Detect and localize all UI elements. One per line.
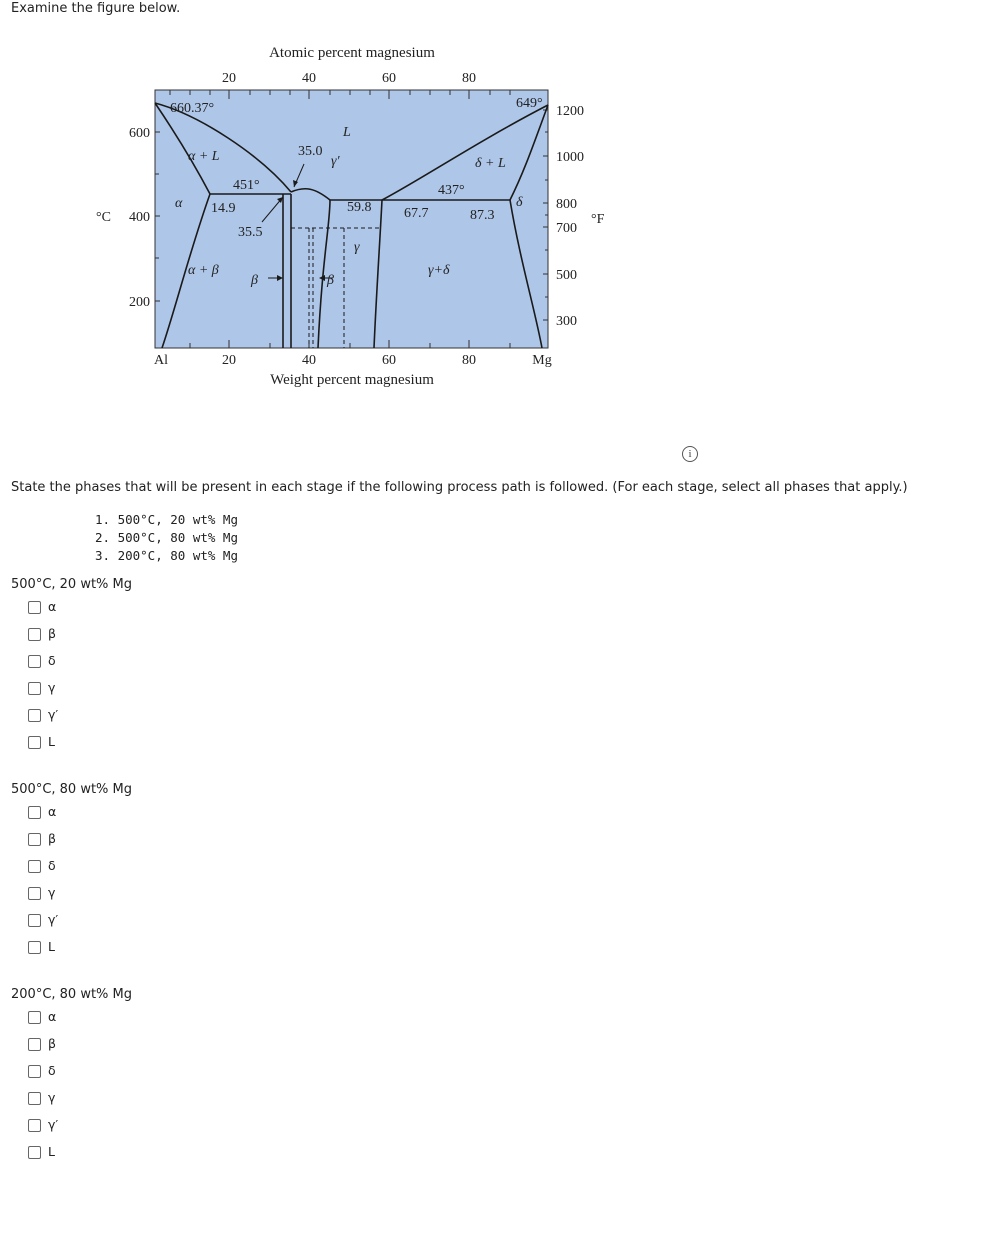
stage-2-option-liquid[interactable]: [11, 939, 132, 966]
option-label: α: [48, 804, 57, 819]
label-alpha-beta: α + β: [188, 263, 219, 278]
label-al-melting: 660.37°: [170, 101, 215, 116]
option-label: δ: [48, 653, 56, 668]
option-label: γ: [48, 885, 56, 900]
checkbox[interactable]: [28, 1011, 41, 1024]
process-step: 1. 500°C, 20 wt% Mg: [95, 512, 238, 527]
stage-1-option-delta[interactable]: [11, 653, 132, 680]
label-liquid: L: [343, 125, 351, 140]
label-mg-melting: 649°: [516, 96, 543, 111]
info-icon[interactable]: i: [682, 446, 698, 462]
label-comp-14-9: 14.9: [211, 201, 236, 216]
right-tick-label: 300: [556, 314, 577, 329]
stage-2-option-gamma[interactable]: [11, 885, 132, 912]
label-comp-87-3: 87.3: [470, 208, 495, 223]
checkbox[interactable]: [28, 682, 41, 695]
intro-text: Examine the figure below.: [11, 1, 181, 16]
stage-2-option-alpha[interactable]: [11, 804, 132, 831]
stage-3-option-beta[interactable]: [11, 1036, 132, 1063]
bottom-tick-label: Al: [154, 353, 168, 368]
label-delta: δ: [516, 195, 523, 210]
question-text: State the phases that will be present in each stage if the following process path is followed. (For each stage, select all phases that apply.): [11, 480, 908, 495]
option-label: γ′: [48, 707, 59, 722]
label-eutectic-451: 451°: [233, 178, 260, 193]
top-tick-label: 20: [222, 71, 236, 86]
left-unit-label: °C: [96, 210, 111, 225]
al-mg-phase-diagram: [0, 0, 993, 400]
option-label: β: [48, 626, 56, 641]
bottom-tick-label: Mg: [532, 353, 552, 368]
option-label: L: [48, 1144, 55, 1159]
checkbox[interactable]: [28, 1065, 41, 1078]
stage-2-option-gamma-prime[interactable]: [11, 912, 132, 939]
label-eutectic-437: 437°: [438, 183, 465, 198]
checkbox[interactable]: [28, 628, 41, 641]
stage-1-option-liquid[interactable]: [11, 734, 132, 761]
checkbox[interactable]: [28, 941, 41, 954]
bottom-tick-label: 40: [302, 353, 316, 368]
option-label: L: [48, 734, 55, 749]
top-tick-label: 60: [382, 71, 396, 86]
option-label: α: [48, 599, 57, 614]
bottom-tick-label: 80: [462, 353, 476, 368]
label-comp-59-8: 59.8: [347, 200, 372, 215]
label-gamma-delta: γ+δ: [428, 263, 450, 278]
checkbox[interactable]: [28, 914, 41, 927]
checkbox[interactable]: [28, 1038, 41, 1051]
top-axis-title: Atomic percent magnesium: [269, 45, 435, 61]
left-tick-label: 600: [129, 126, 150, 141]
checkbox[interactable]: [28, 1119, 41, 1132]
process-step: 3. 200°C, 80 wt% Mg: [95, 548, 238, 563]
label-beta-arrow: β: [251, 273, 258, 288]
left-tick-label: 400: [129, 210, 150, 225]
stage-3-option-gamma[interactable]: [11, 1090, 132, 1117]
stage-3-option-alpha[interactable]: [11, 1009, 132, 1036]
stage-1-group: [11, 577, 132, 761]
right-tick-label: 1200: [556, 104, 584, 119]
option-label: γ: [48, 680, 56, 695]
right-tick-label: 800: [556, 197, 577, 212]
option-label: δ: [48, 1063, 56, 1078]
stage-2-option-delta[interactable]: [11, 858, 132, 885]
stage-2-group: [11, 782, 132, 966]
top-tick-label: 40: [302, 71, 316, 86]
option-label: γ: [48, 1090, 56, 1105]
checkbox[interactable]: [28, 833, 41, 846]
checkbox[interactable]: [28, 601, 41, 614]
checkbox[interactable]: [28, 1092, 41, 1105]
stage-3-group: [11, 987, 132, 1171]
stage-1-option-gamma[interactable]: [11, 680, 132, 707]
label-gamma: γ: [354, 240, 360, 255]
stage-1-option-alpha[interactable]: [11, 599, 132, 626]
bottom-tick-label: 60: [382, 353, 396, 368]
label-comp-35-5: 35.5: [238, 225, 263, 240]
top-tick-label: 80: [462, 71, 476, 86]
stage-1-option-gamma-prime[interactable]: [11, 707, 132, 734]
option-label: L: [48, 939, 55, 954]
checkbox[interactable]: [28, 887, 41, 900]
right-tick-label: 500: [556, 268, 577, 283]
stage-3-title: 200°C, 80 wt% Mg: [11, 987, 133, 1002]
option-label: β: [48, 1036, 56, 1051]
option-label: α: [48, 1009, 57, 1024]
label-comp-35-0: 35.0: [298, 144, 323, 159]
checkbox[interactable]: [28, 655, 41, 668]
stage-1-title: 500°C, 20 wt% Mg: [11, 577, 133, 592]
label-gamma-prime: γ′: [331, 154, 340, 169]
process-step: 2. 500°C, 80 wt% Mg: [95, 530, 238, 545]
stage-3-option-gamma-prime[interactable]: [11, 1117, 132, 1144]
left-tick-label: 200: [129, 295, 150, 310]
option-label: β: [48, 831, 56, 846]
stage-2-title: 500°C, 80 wt% Mg: [11, 782, 133, 797]
right-unit-label: °F: [591, 212, 605, 227]
checkbox[interactable]: [28, 736, 41, 749]
label-beta-right: β: [327, 273, 334, 288]
stage-3-option-delta[interactable]: [11, 1063, 132, 1090]
stage-3-option-liquid[interactable]: [11, 1144, 132, 1171]
process-steps: [95, 511, 238, 565]
checkbox[interactable]: [28, 806, 41, 819]
label-alpha-liquid: α + L: [188, 149, 220, 164]
option-label: γ′: [48, 1117, 59, 1132]
bottom-tick-label: 20: [222, 353, 236, 368]
right-tick-label: 1000: [556, 150, 584, 165]
checkbox[interactable]: [28, 1146, 41, 1159]
right-tick-label: 700: [556, 221, 577, 236]
checkbox[interactable]: [28, 709, 41, 722]
option-label: γ′: [48, 912, 59, 927]
checkbox[interactable]: [28, 860, 41, 873]
label-alpha: α: [175, 196, 183, 211]
bottom-axis-title: Weight percent magnesium: [270, 372, 434, 388]
label-delta-liquid: δ + L: [475, 156, 506, 171]
stage-1-option-beta[interactable]: [11, 626, 132, 653]
option-label: δ: [48, 858, 56, 873]
label-comp-67-7: 67.7: [404, 206, 429, 221]
stage-2-option-beta[interactable]: [11, 831, 132, 858]
